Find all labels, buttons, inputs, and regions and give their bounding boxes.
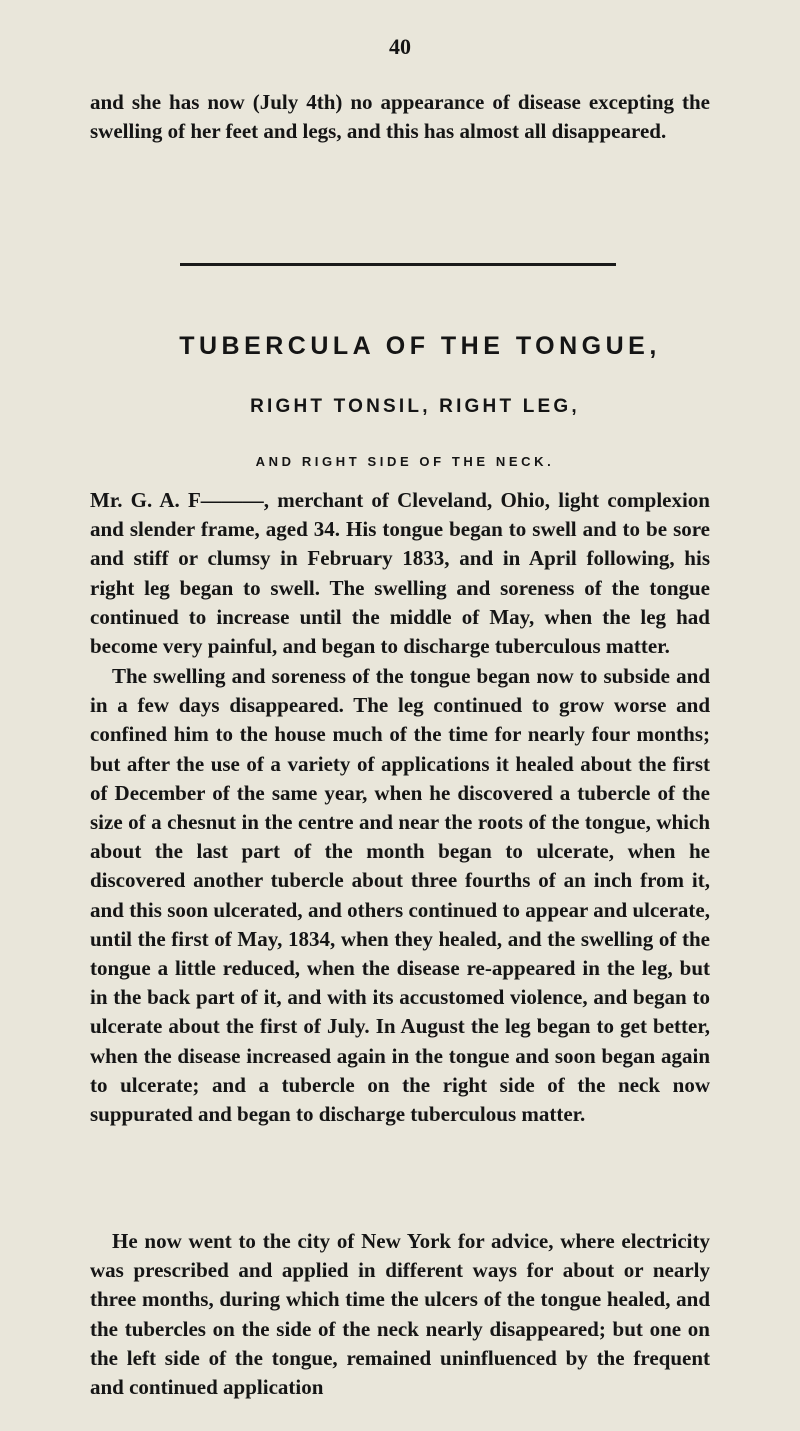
case-paragraph-2: The swelling and soreness of the tongue began now to subside and in a few days disappeared. The leg continued to grow worse and confined him to the house much of the time for nearly four months; but after the use of a variety of applications it healed about the first of December of the same year, when he discovered a tubercle of the size of a chesnut in the centre and near the roots of the tongue, which about the last part of the month began to ulcerate, when he discovered another tubercle about three fourths of an inch from it, and this soon ulcerated, and others continued to appear and ulcerate, until the first of May, 1834, when they healed, and the swelling of the tongue a little reduced, when the disease re-appeared in the leg, but in the back part of it, and with its accustomed violence, and began to ulcerate about the first of July. In August the leg began to get better, when the disease increased again in the tongue and soon began again to ulcerate; and a tubercle on the right side of the neck now suppurated and began to discharge tuberculous matter. <box>90 664 710 1127</box>
section-divider <box>180 263 616 266</box>
page-number: 40 <box>389 34 411 59</box>
section-subtitle: RIGHT TONSIL, RIGHT LEG, <box>250 396 580 417</box>
section-title: TUBERCULA OF THE TONGUE, <box>179 332 661 360</box>
case-paragraph-1: Mr. G. A. F———, merchant of Cleveland, Ohio, light complexion and slender frame, aged 34. His tongue began to swell and to be sore and stiff or clumsy in February 1833, and in April following, his right leg began to swell. The swelling and soreness of the tongue continued to increase until the middle of May, when the leg had become very painful, and began to discharge tuberculous matter. <box>90 488 710 659</box>
case-paragraph-3: He now went to the city of New York for advice, where electricity was prescribed and applied in different ways for about or nearly three months, during which time the ulcers of the tongue healed, and the tubercles on the side of the neck nearly disappeared; but one on the left side of the tongue, remained uninfluenced by the frequent and continued application <box>90 1229 710 1400</box>
section-subtitle-secondary: AND RIGHT SIDE OF THE NECK. <box>255 454 555 469</box>
intro-paragraph: and she has now (July 4th) no appearance of disease excepting the swelling of her feet and legs, and this has almost all disappeared. <box>90 90 710 144</box>
